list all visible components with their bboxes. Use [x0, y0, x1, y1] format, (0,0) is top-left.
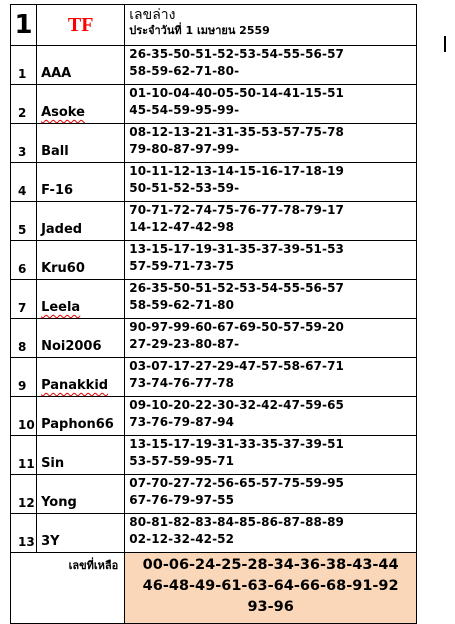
row-name: Asoke: [37, 85, 125, 124]
row-values: [125, 436, 417, 475]
table-row: [11, 46, 417, 85]
value-line: 90-97-99-60-67-69-50-57-59-20: [129, 320, 344, 334]
header-row: [11, 5, 417, 46]
value-line: 14-12-47-42-98: [129, 220, 235, 234]
table-row: [11, 514, 417, 553]
remaining-row: [11, 553, 417, 624]
row-values: [125, 319, 417, 358]
table-row: [11, 280, 417, 319]
row-values: [125, 163, 417, 202]
remaining-values: [125, 553, 417, 624]
row-name: F-16: [37, 163, 125, 202]
value-line: 57-59-71-73-75: [129, 259, 235, 273]
value-line: 80-81-82-83-84-85-86-87-88-89: [129, 515, 344, 529]
table-row: [11, 85, 417, 124]
row-values: [125, 514, 417, 553]
row-name: Yong: [37, 475, 125, 514]
row-number: 12: [11, 475, 37, 514]
value-line: 03-07-17-27-29-47-57-58-67-71: [129, 359, 344, 373]
cursor-marker: [444, 36, 446, 52]
row-name: Sin: [37, 436, 125, 475]
remaining-line: 93-96: [247, 599, 294, 615]
lottery-sheet: [10, 4, 417, 615]
table-row: [11, 163, 417, 202]
value-line: 02-12-32-42-52: [129, 532, 235, 546]
row-name: Jaded: [37, 202, 125, 241]
row-name: 3Y: [37, 514, 125, 553]
row-name: AAA: [37, 46, 125, 85]
value-line: 73-76-79-87-94: [129, 415, 235, 429]
row-number: 10: [11, 397, 37, 436]
value-line: 58-59-62-71-80: [129, 298, 235, 312]
table-row: [11, 319, 417, 358]
row-number: 4: [11, 163, 37, 202]
row-number: 3: [11, 124, 37, 163]
row-name: Panakkid: [37, 358, 125, 397]
remaining-label: เลขที่เหลือ: [11, 553, 125, 624]
table-row: [11, 202, 417, 241]
table-row: [11, 475, 417, 514]
row-values: [125, 46, 417, 85]
table-row: [11, 397, 417, 436]
value-line: 67-76-79-97-55: [129, 493, 235, 507]
row-values: [125, 202, 417, 241]
value-line: 09-10-20-22-30-32-42-47-59-65: [129, 398, 344, 412]
value-line: 10-11-12-13-14-15-16-17-18-19: [129, 164, 344, 178]
row-name: Paphon66: [37, 397, 125, 436]
table-row: [11, 436, 417, 475]
value-line: 79-80-87-97-99-: [129, 142, 240, 156]
row-number: 13: [11, 514, 37, 553]
row-values: [125, 241, 417, 280]
value-line: 08-12-13-21-31-35-53-57-75-78: [129, 125, 344, 139]
value-line: 70-71-72-74-75-76-77-78-79-17: [129, 203, 344, 217]
header-date: ประจำวันที่ 1 เมษายน 2559: [129, 24, 270, 37]
row-values: [125, 397, 417, 436]
value-line: 26-35-50-51-52-53-54-55-56-57: [129, 47, 344, 61]
header-title-cell: [125, 5, 417, 46]
value-line: 27-29-23-80-87-: [129, 337, 240, 351]
row-number: 5: [11, 202, 37, 241]
row-number: 2: [11, 85, 37, 124]
row-values: [125, 475, 417, 514]
value-line: 58-59-62-71-80-: [129, 64, 240, 78]
value-line: 45-54-59-95-99-: [129, 103, 240, 117]
row-name: Kru60: [37, 241, 125, 280]
row-name: Leela: [37, 280, 125, 319]
row-name: Ball: [37, 124, 125, 163]
table-row: [11, 358, 417, 397]
row-values: [125, 124, 417, 163]
table-row: [11, 241, 417, 280]
row-values: [125, 358, 417, 397]
value-line: 07-70-27-72-56-65-57-75-59-95: [129, 476, 344, 490]
row-number: 1: [11, 46, 37, 85]
lottery-table: [10, 4, 417, 624]
row-number: 9: [11, 358, 37, 397]
value-line: 26-35-50-51-52-53-54-55-56-57: [129, 281, 344, 295]
value-line: 13-15-17-19-31-33-35-37-39-51: [129, 437, 344, 451]
value-line: 50-51-52-53-59-: [129, 181, 240, 195]
value-line: 13-15-17-19-31-35-37-39-51-53: [129, 242, 344, 256]
header-number: 1: [11, 5, 37, 46]
row-values: [125, 280, 417, 319]
remaining-line: 00-06-24-25-28-34-36-38-43-44: [142, 557, 399, 573]
remaining-line: 46-48-49-61-63-64-66-68-91-92: [142, 578, 399, 594]
value-line: 01-10-04-40-05-50-14-41-15-51: [129, 86, 344, 100]
row-number: 6: [11, 241, 37, 280]
row-name: Noi2006: [37, 319, 125, 358]
value-line: 53-57-59-95-71: [129, 454, 235, 468]
row-number: 11: [11, 436, 37, 475]
header-tag: TF: [37, 5, 125, 46]
row-values: [125, 85, 417, 124]
value-line: 73-74-76-77-78: [129, 376, 235, 390]
row-number: 7: [11, 280, 37, 319]
table-row: [11, 124, 417, 163]
row-number: 8: [11, 319, 37, 358]
header-title: เลขล่าง: [129, 7, 176, 23]
